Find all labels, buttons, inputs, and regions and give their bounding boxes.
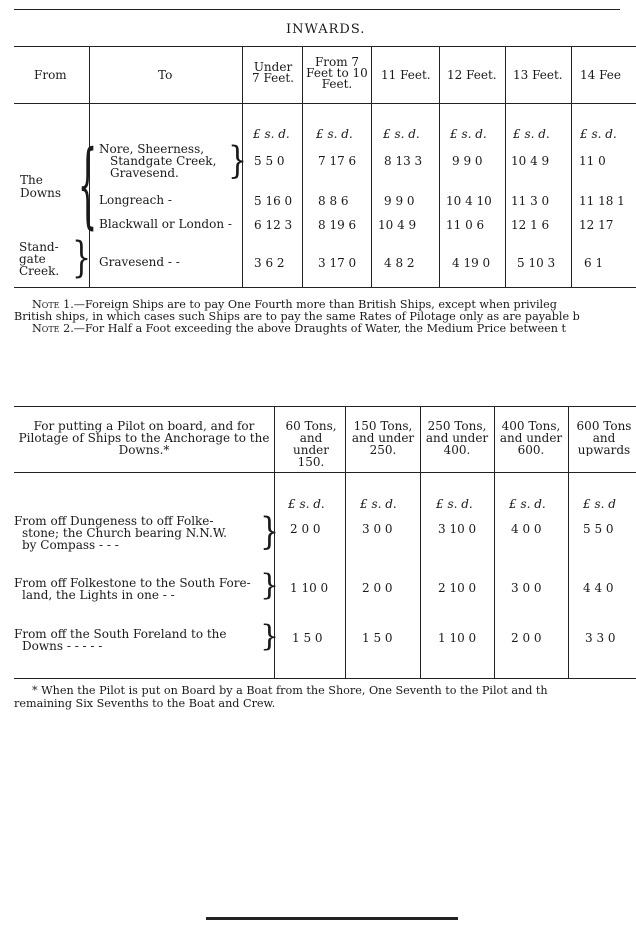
value-cell: 6 12 3 <box>254 218 293 232</box>
header-60-tons: 60 Tons, and under 150. <box>285 419 337 469</box>
from-the-downs <box>20 174 78 200</box>
value-cell: 10 4 9 <box>511 154 550 168</box>
route-dungeness <box>14 515 227 551</box>
value-cell: 11 0 6 <box>446 218 485 232</box>
header-description: For putting a Pilot on board, and for Pilotage of Ships to the Anchorage to the Downs.* <box>18 419 270 457</box>
note-label: Note 1. <box>32 298 74 311</box>
value-cell: 3 10 0 <box>438 522 477 536</box>
header-400-tons: 400 Tons, and under 600. <box>499 419 563 457</box>
dest-line: Gravesend. <box>110 166 179 180</box>
dest-line: Nore, Sheerness, <box>99 142 205 156</box>
route-line: by Compass - - - <box>22 538 119 552</box>
rule <box>420 407 421 678</box>
unit-label: £ s. d. <box>383 127 420 141</box>
header-to: To <box>158 68 173 82</box>
note-text: —For Half a Foot exceeding the above Draughts of Water, the Medium Price between t <box>73 322 567 335</box>
footnote <box>32 685 548 697</box>
unit-label: £ s. d. <box>436 497 473 511</box>
value-cell: 1 10 0 <box>438 631 477 645</box>
dest-line: Standgate Creek, <box>110 154 217 168</box>
value-cell: 4 19 0 <box>452 256 491 270</box>
route-line: From off the South Foreland to the <box>14 627 227 641</box>
route-south-foreland <box>14 628 227 652</box>
right-brace: } <box>72 233 92 283</box>
rule <box>14 46 636 47</box>
destination-blackwall: Blackwall or London - <box>99 217 232 231</box>
right-brace: } <box>260 569 280 603</box>
footnote-line: * When the Pilot is put on Board by a Boat from the Shore, One Seventh to the Pilot and th <box>32 684 548 697</box>
unit-label: £ s. d <box>583 497 616 511</box>
value-cell: 8 13 3 <box>384 154 423 168</box>
rule <box>14 287 636 288</box>
unit-label: £ s. d. <box>513 127 550 141</box>
note-label: Note 2. <box>32 322 74 335</box>
unit-label: £ s. d. <box>580 127 617 141</box>
value-cell: 2 0 0 <box>511 631 542 645</box>
rule <box>439 47 440 287</box>
right-brace: } <box>260 620 280 654</box>
value-cell: 2 0 0 <box>362 581 393 595</box>
value-cell: 11 18 1 <box>579 194 625 208</box>
value-cell: 1 5 0 <box>292 631 323 645</box>
destination-gravesend: Gravesend - - <box>99 255 180 269</box>
destination-nore <box>99 143 216 179</box>
right-brace: } <box>228 139 248 183</box>
header-13-feet: 13 Feet. <box>513 68 563 82</box>
value-cell: 11 0 <box>579 154 606 168</box>
header-from: From <box>34 68 67 82</box>
right-brace: } <box>260 510 280 554</box>
rule <box>14 103 636 104</box>
header-11-feet: 11 Feet. <box>381 68 431 82</box>
value-cell: 8 19 6 <box>318 218 357 232</box>
unit-label: £ s. d. <box>253 127 290 141</box>
unit-label: £ s. d. <box>316 127 353 141</box>
unit-label: £ s. d. <box>450 127 487 141</box>
header-600-tons: 600 Tons and upwards <box>576 420 632 456</box>
rule <box>494 407 495 678</box>
value-cell: 5 5 0 <box>583 522 614 536</box>
from-label: The Downs <box>20 173 62 200</box>
rule <box>14 472 636 473</box>
rule <box>302 47 303 287</box>
route-line: stone; the Church bearing N.N.W. <box>22 526 227 540</box>
route-line: Downs - - - - - <box>22 639 103 653</box>
header-250-tons: 250 Tons, and under 400. <box>425 419 489 457</box>
value-cell: 11 3 0 <box>511 194 550 208</box>
left-brace: { <box>78 132 98 242</box>
value-cell: 10 4 9 <box>378 218 417 232</box>
table-title: INWARDS. <box>286 22 366 37</box>
value-cell: 3 3 0 <box>585 631 616 645</box>
value-cell: 9 9 0 <box>384 194 415 208</box>
value-cell: 3 6 2 <box>254 256 285 270</box>
value-cell: 3 0 0 <box>511 581 542 595</box>
value-cell: 1 5 0 <box>362 631 393 645</box>
unit-label: £ s. d. <box>509 497 546 511</box>
rule <box>14 9 620 10</box>
footnote-cont: remaining Six Sevenths to the Boat and Crew. <box>14 697 276 710</box>
value-cell: 2 0 0 <box>290 522 321 536</box>
rule <box>371 47 372 287</box>
value-cell: 4 4 0 <box>583 581 614 595</box>
note-1-cont: British ships, in which cases such Ships are to pay the same Rates of Pilotage only as are payable b <box>14 310 580 323</box>
value-cell: 3 0 0 <box>362 522 393 536</box>
route-folkestone <box>14 577 251 601</box>
value-cell: 5 10 3 <box>517 256 556 270</box>
value-cell: 3 17 0 <box>318 256 357 270</box>
rule <box>345 407 346 678</box>
value-cell: 8 8 6 <box>318 194 349 208</box>
value-cell: 10 4 10 <box>446 194 492 208</box>
header-12-feet: 12 Feet. <box>447 68 497 82</box>
rule <box>505 47 506 287</box>
header-14-feet: 14 Fee <box>580 68 621 82</box>
value-cell: 12 17 <box>579 218 614 232</box>
rule <box>14 406 636 407</box>
value-cell: 5 16 0 <box>254 194 293 208</box>
value-cell: 2 10 0 <box>438 581 477 595</box>
value-cell: 4 0 0 <box>511 522 542 536</box>
value-cell: 12 1 6 <box>511 218 550 232</box>
route-line: From off Folkestone to the South Fore- <box>14 576 251 590</box>
note-2 <box>32 323 566 335</box>
rule <box>568 407 569 678</box>
header-under-7-feet: Under 7 Feet. <box>252 60 294 85</box>
destination-longreach: Longreach - <box>99 193 172 207</box>
page-end-rule <box>206 917 458 920</box>
route-line: land, the Lights in one - - <box>22 588 175 602</box>
note-text: —Foreign Ships are to pay One Fourth more than British Ships, except when privileg <box>73 298 557 311</box>
value-cell: 7 17 6 <box>318 154 357 168</box>
rule <box>14 678 636 679</box>
header-150-tons: 150 Tons, and under 250. <box>351 419 415 457</box>
route-line: From off Dungeness to off Folke- <box>14 514 214 528</box>
from-standgate-creek: Stand- gate Creek. <box>19 240 60 278</box>
rule <box>571 47 572 287</box>
value-cell: 9 9 0 <box>452 154 483 168</box>
unit-label: £ s. d. <box>288 497 325 511</box>
value-cell: 6 1 <box>584 256 604 270</box>
value-cell: 4 8 2 <box>384 256 415 270</box>
value-cell: 5 5 0 <box>254 154 285 168</box>
value-cell: 1 10 0 <box>290 581 329 595</box>
unit-label: £ s. d. <box>360 497 397 511</box>
header-7-to-10-feet: From 7 Feet to 10 Feet. <box>306 55 368 91</box>
